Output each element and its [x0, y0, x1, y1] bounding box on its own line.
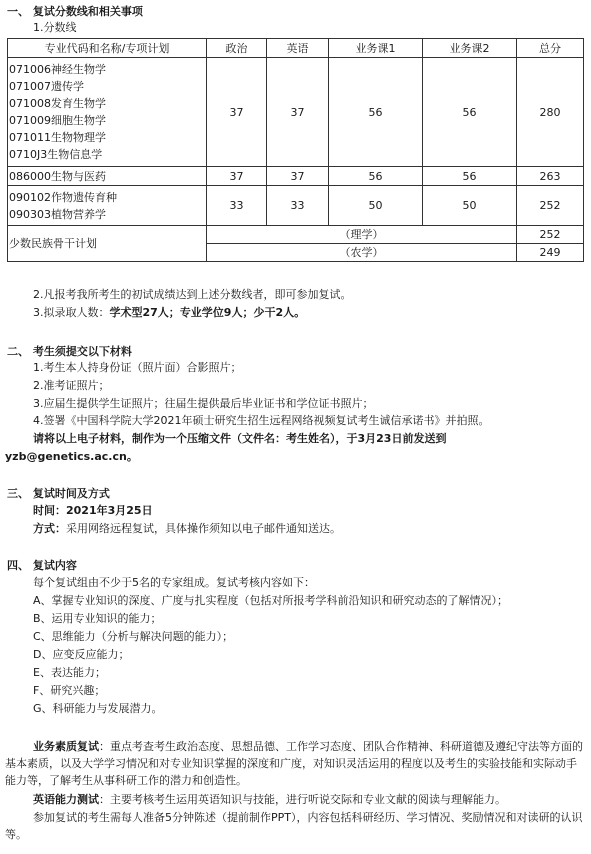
cutoff-subtitle: 1.分数线: [33, 21, 77, 34]
special-plan-name: 少数民族骨干计划: [8, 226, 207, 262]
major-name: 090102作物遗传育种: [9, 190, 117, 204]
score-course1: 56: [329, 167, 423, 186]
score-course2: 50: [423, 186, 517, 226]
time-label: 时间：: [33, 504, 66, 517]
content-item: B、运用专业知识的能力；: [33, 612, 162, 625]
score-course1: 50: [329, 186, 423, 226]
major-name: 071011生物物理学: [9, 131, 106, 144]
header-course1: 业务课1: [329, 39, 423, 58]
table-row: [8, 167, 584, 186]
item-3-prefix: 3.拟录取人数：: [33, 306, 110, 319]
score-politics: 33: [207, 186, 267, 226]
table-header-row: [8, 39, 584, 58]
content-item: D、应变反应能力；: [33, 648, 130, 661]
table-row: [8, 58, 584, 167]
professional-quality-label: 业务素质复试: [33, 740, 99, 753]
professional-quality-text: ：重点考查考生政治态度、思想品德、工作学习态度、团队合作精神、科研道德及遵纪守法等方面的基本素质，以及大学学习情况和对专业知识掌握的深度和广度，对知识灵活运用的程度以及考生的实验技能和实际动手能力等，了解考生从事科研工作的潜力和创造性。: [5, 740, 583, 787]
submission-note: 请将以上电子材料，制作为一个压缩文件（文件名：考生姓名），于3月23日前发送到: [33, 432, 447, 445]
special-agriculture-label: （农学）: [207, 244, 517, 262]
time-value: 2021年3月25日: [66, 504, 153, 517]
major-list: [8, 58, 207, 167]
content-item: G、科研能力与发展潜力。: [33, 702, 163, 715]
special-science-label: （理学）: [207, 226, 517, 244]
major-name: 071008发育生物学: [9, 97, 106, 110]
material-item: 2.准考证照片；: [33, 379, 110, 392]
major-name: 086000生物与医药: [8, 167, 207, 186]
score-politics: 37: [207, 58, 267, 167]
method-label: 方式：: [33, 522, 66, 535]
content-item: C、思维能力（分析与解决问题的能力）；: [33, 630, 234, 643]
score-english: 33: [267, 186, 329, 226]
header-english: 英语: [267, 39, 329, 58]
material-item: 3.应届生提供学生证照片；往届生提供最后毕业证书和学位证书照片；: [33, 397, 374, 410]
cutoff-score-table: [7, 38, 584, 262]
major-name: 071006神经生物学: [9, 63, 106, 76]
content-item: E、表达能力；: [33, 666, 106, 679]
material-item: 4.签署《中国科学院大学2021年硕士研究生招生远程网络视频复试考生诚信承诺书》并拍照。: [33, 414, 490, 427]
special-science-total: 252: [517, 226, 584, 244]
item-2: 2.凡报考我所考生的初试成绩达到上述分数线者，即可参加复试。: [33, 288, 352, 301]
content-item: A、掌握专业知识的深度、广度与扎实程度（包括对所报考学科前沿知识和研究动态的了解情况）；: [33, 594, 509, 607]
score-total: 263: [517, 167, 584, 186]
score-course2: 56: [423, 58, 517, 167]
retest-time: [33, 504, 153, 518]
admission-quota: 学术型27人；专业学位9人；少干2人。: [109, 306, 306, 319]
retest-method: [33, 522, 341, 536]
section-2-title: 二、 考生须提交以下材料: [7, 345, 132, 358]
major-list: [8, 186, 207, 226]
score-course1: 56: [329, 58, 423, 167]
score-english: 37: [267, 58, 329, 167]
header-politics: 政治: [207, 39, 267, 58]
header-major: 专业代码和名称/专项计划: [8, 39, 207, 58]
item-3: [33, 306, 305, 320]
method-value: 采用网络远程复试，具体操作须知以电子邮件通知送达。: [66, 522, 341, 535]
score-politics: 37: [207, 167, 267, 186]
header-total: 总分: [517, 39, 584, 58]
english-test-label: 英语能力测试: [33, 793, 99, 806]
score-total: 280: [517, 58, 584, 167]
score-total: 252: [517, 186, 584, 226]
major-name: 0710J3生物信息学: [9, 148, 103, 161]
special-agriculture-total: 249: [517, 244, 584, 262]
material-item: 1.考生本人持身份证（照片面）合影照片；: [33, 361, 242, 374]
english-test-paragraph: [5, 791, 585, 808]
header-course2: 业务课2: [423, 39, 517, 58]
submission-email: yzb@genetics.ac.cn。: [5, 450, 138, 463]
professional-quality-paragraph: [5, 738, 585, 789]
score-english: 37: [267, 167, 329, 186]
presentation-paragraph: 参加复试的考生需每人准备5分钟陈述（提前制作PPT），内容包括科研经历、学习情况、奖励情况和对读研的认识等。: [5, 811, 583, 841]
major-name: 071009细胞生物学: [9, 114, 106, 127]
english-test-text: ：主要考核考生运用英语知识与技能，进行听说交际和专业文献的阅读与理解能力。: [99, 793, 506, 806]
table-row: [8, 226, 584, 244]
section-3-title: 三、 复试时间及方式: [7, 487, 110, 500]
content-intro: 每个复试组由不少于5名的专家组成。复试考核内容如下：: [33, 576, 315, 589]
score-course2: 56: [423, 167, 517, 186]
section-4-title: 四、 复试内容: [7, 559, 77, 572]
content-item: F、研究兴趣；: [33, 684, 106, 697]
major-name: 071007遗传学: [9, 80, 84, 93]
table-row: [8, 186, 584, 226]
major-name: 090303植物营养学: [9, 207, 106, 221]
section-1-title: 一、 复试分数线和相关事项: [7, 5, 143, 18]
